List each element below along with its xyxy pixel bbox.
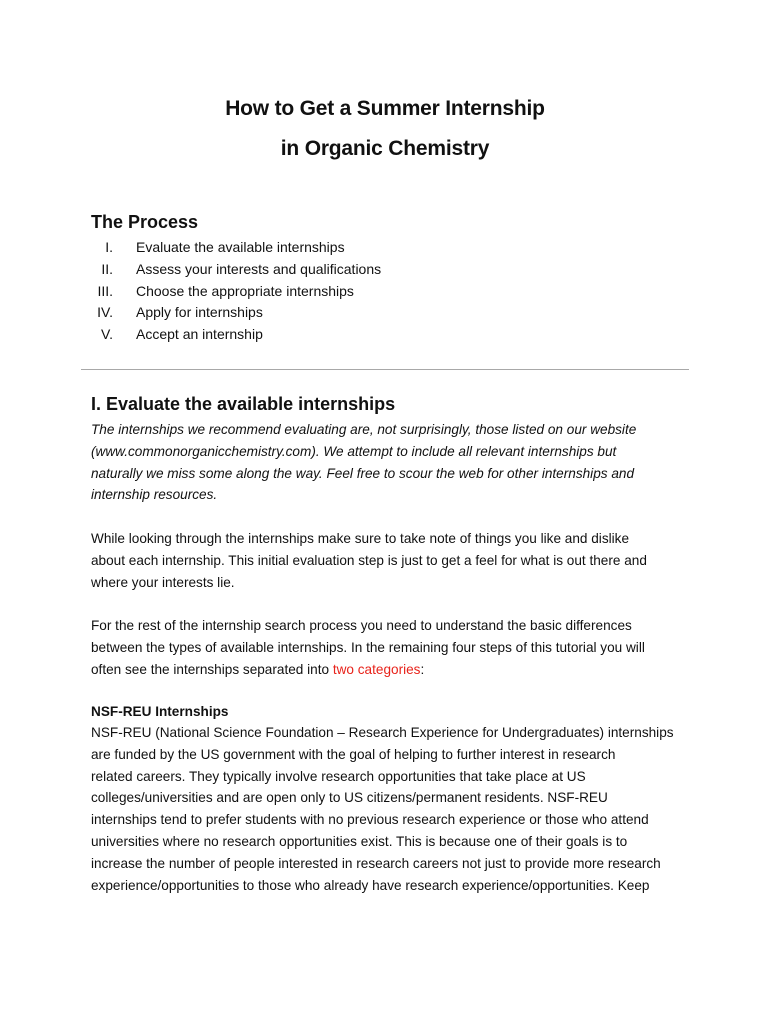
- process-step: [0, 302, 770, 324]
- text-line: where your interests lie.: [91, 574, 235, 590]
- process-step: [0, 281, 770, 303]
- page-title: [0, 89, 770, 169]
- process-step-text: Evaluate the available internships: [136, 239, 345, 255]
- text-line: (www.commonorganicchemistry.com). We attempt to include all relevant internships but: [91, 443, 617, 459]
- process-step-number: I.: [105, 239, 113, 255]
- text-line: The internships we recommend evaluating are, not surprisingly, those listed on our website: [91, 422, 637, 437]
- section-heading: I. Evaluate the available internships: [91, 394, 396, 414]
- process-step-number: IV.: [97, 304, 113, 321]
- process-step-text: Accept an internship: [136, 326, 263, 343]
- page-title-line-1: How to Get a Summer Internship: [225, 97, 545, 120]
- section-divider: [81, 369, 689, 370]
- process-step-number: II.: [101, 260, 113, 277]
- nsf-reu-heading: NSF-REU Internships: [91, 704, 229, 719]
- intro-paragraph: [91, 419, 691, 506]
- text-line: internships tend to prefer students with no previous research experience or those who attend: [91, 812, 649, 828]
- process-step-text: Assess your interests and qualifications: [136, 260, 382, 277]
- text-fragment: :: [420, 661, 425, 677]
- text-line: [91, 659, 691, 681]
- process-step-text: Choose the appropriate internships: [136, 282, 354, 299]
- process-step: [0, 324, 770, 346]
- process-step-text: Apply for internships: [136, 304, 263, 321]
- text-line: experience/opportunities to those who already have research experience/opportunities. Keep: [91, 877, 650, 893]
- process-step: [0, 237, 770, 259]
- text-line: about each internship. This initial evaluation step is just to get a feel for what is out there and: [91, 552, 647, 568]
- text-line: For the rest of the internship search process you need to understand the basic differences: [91, 618, 632, 633]
- evaluation-paragraph: [91, 528, 691, 593]
- process-step-number: III.: [97, 282, 113, 299]
- text-line: related careers. They typically involve research opportunities that take place at US: [91, 768, 586, 784]
- text-fragment: often see the internships separated into: [91, 661, 333, 677]
- text-line: between the types of available internships. In the remaining four steps of this tutorial you will: [91, 639, 645, 655]
- page-title-line-2: in Organic Chemistry: [280, 137, 490, 160]
- text-line: While looking through the internships make sure to take note of things you like and dislike: [91, 531, 630, 546]
- text-line: NSF-REU (National Science Foundation – Research Experience for Undergraduates) internships: [91, 725, 674, 740]
- text-line: internship resources.: [91, 487, 218, 503]
- text-line: increase the number of people interested in research careers not just to provide more research: [91, 855, 661, 871]
- process-steps-list: [0, 237, 770, 346]
- categories-paragraph: [91, 615, 691, 680]
- process-step: [0, 259, 770, 281]
- process-heading: The Process: [91, 212, 199, 232]
- text-line: are funded by the US government with the goal of helping to further interest in research: [91, 746, 616, 762]
- nsf-reu-paragraph: [91, 722, 691, 896]
- two-categories-link[interactable]: two categories: [332, 661, 421, 677]
- text-line: universities where no research opportunities exist. This is because one of their goals is to: [91, 833, 628, 849]
- process-step-number: V.: [101, 326, 113, 343]
- text-line: naturally we miss some along the way. Feel free to scour the web for other internships and: [91, 465, 635, 481]
- text-line: colleges/universities and are open only to US citizens/permanent residents. NSF-REU: [91, 790, 608, 806]
